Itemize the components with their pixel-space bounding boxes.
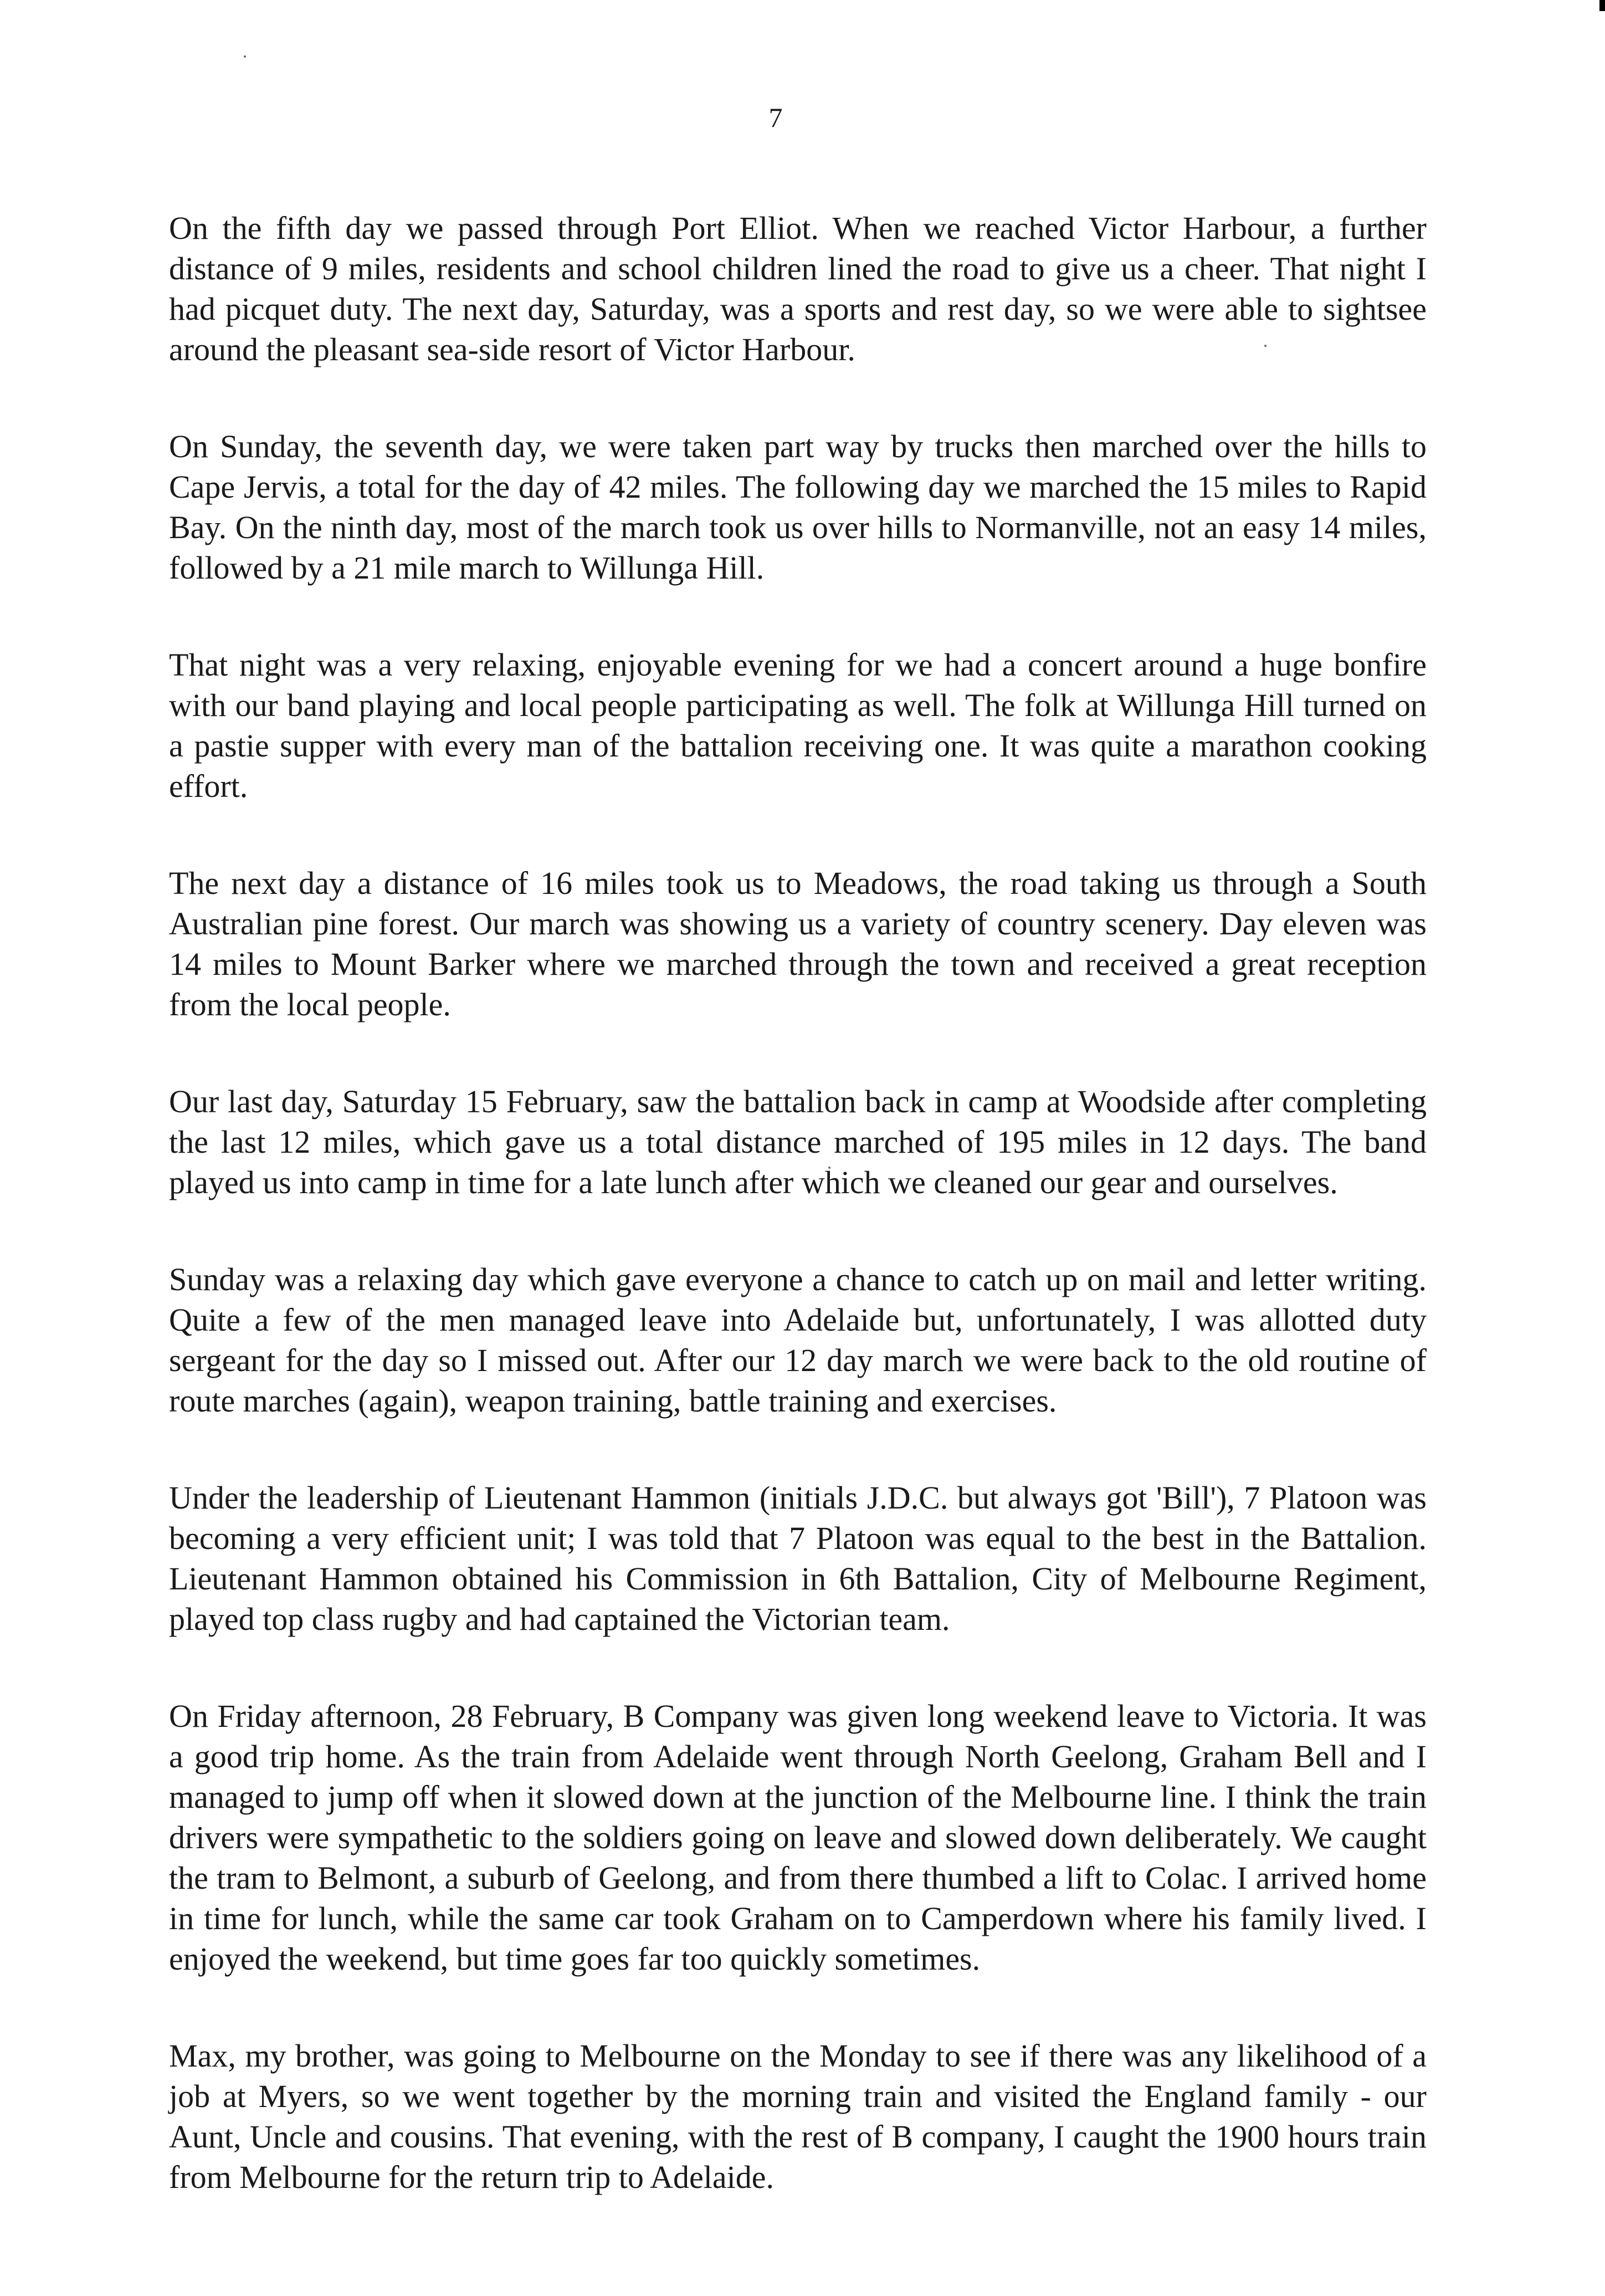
paragraph: On Sunday, the seventh day, we were taken part way by trucks then marched over the hills to Cape Jervis, a total for the day of 42 miles. The following day we marched the 15 miles to Rapid Bay. On the ninth day, most of the march took us over hills to Normanville, not an easy 14 miles, followed by a 21 mile march to Willunga Hill. [169,428,1427,586]
body-text [169,208,1427,2254]
paragraph: The next day a distance of 16 miles took us to Meadows, the road taking us through a South Australian pine forest. Our march was showing us a variety of country scenery. Day eleven was 14 miles to Mount Barker where we marched through the town and received a great reception from the local people. [169,865,1427,1022]
scan-edge-mark [1599,0,1605,11]
paragraph: On Friday afternoon, 28 February, B Company was given long weekend leave to Victoria. It was a good trip home. As the train from Adelaide went through North Geelong, Graham Bell and I managed to jump off when it slowed down at the junction of the Melbourne line. I think the train drivers were sympathetic to the soldiers going on leave and slowed down deliberately. We caught the tram to Belmont, a suburb of Geelong, and from there thumbed a lift to Colac. I arrived home in time for lunch, while the same car took Graham on to Camperdown where his family lived. I enjoyed the weekend, but time goes far too quickly sometimes. [169,1698,1427,1977]
page-number: 7 [768,102,783,133]
paragraph: Under the leadership of Lieutenant Hammon (initials J.D.C. but always got 'Bill'), 7 Platoon was becoming a very efficient unit; I was told that 7 Platoon was equal to the best in the Battalion. Lieutenant Hammon obtained his Commission in 6th Battalion, City of Melbourne Regiment, played top class rugby and had captained the Victorian team. [169,1480,1427,1637]
paragraph: Sunday was a relaxing day which gave everyone a chance to catch up on mail and letter writing. Quite a few of the men managed leave into Adelaide but, unfortunately, I was allotted duty sergeant for the day so I missed out. After our 12 day march we were back to the old routine of route marches (again), weapon training, battle training and exercises. [169,1261,1427,1419]
paragraph: Our last day, Saturday 15 February, saw the battalion back in camp at Woodside after completing the last 12 miles, which gave us a total distance marched of 195 miles in 12 days. The band played us into camp in time for a late lunch after which we cleaned our gear and ourselves. [169,1083,1427,1200]
scan-speck [244,55,246,58]
paragraph: That night was a very relaxing, enjoyable evening for we had a concert around a huge bonfire with our band playing and local people participating as well. The folk at Willunga Hill turned on a pastie supper with every man of the battalion receiving one. It was quite a marathon cooking effort. [169,647,1427,804]
paragraph: On the fifth day we passed through Port Elliot. When we reached Victor Harbour, a further distance of 9 miles, residents and school children lined the road to give us a cheer. That night I had picquet duty. The next day, Saturday, was a sports and rest day, so we were able to sightsee around the pleasant sea-side resort of Victor Harbour. [169,210,1427,367]
paragraph: Max, my brother, was going to Melbourne on the Monday to see if there was any likelihood of a job at Myers, so we went together by the morning train and visited the England family - our Aunt, Uncle and cousins. That evening, with the rest of B company, I caught the 1900 hours train from Melbourne for the return trip to Adelaide. [169,2038,1427,2195]
